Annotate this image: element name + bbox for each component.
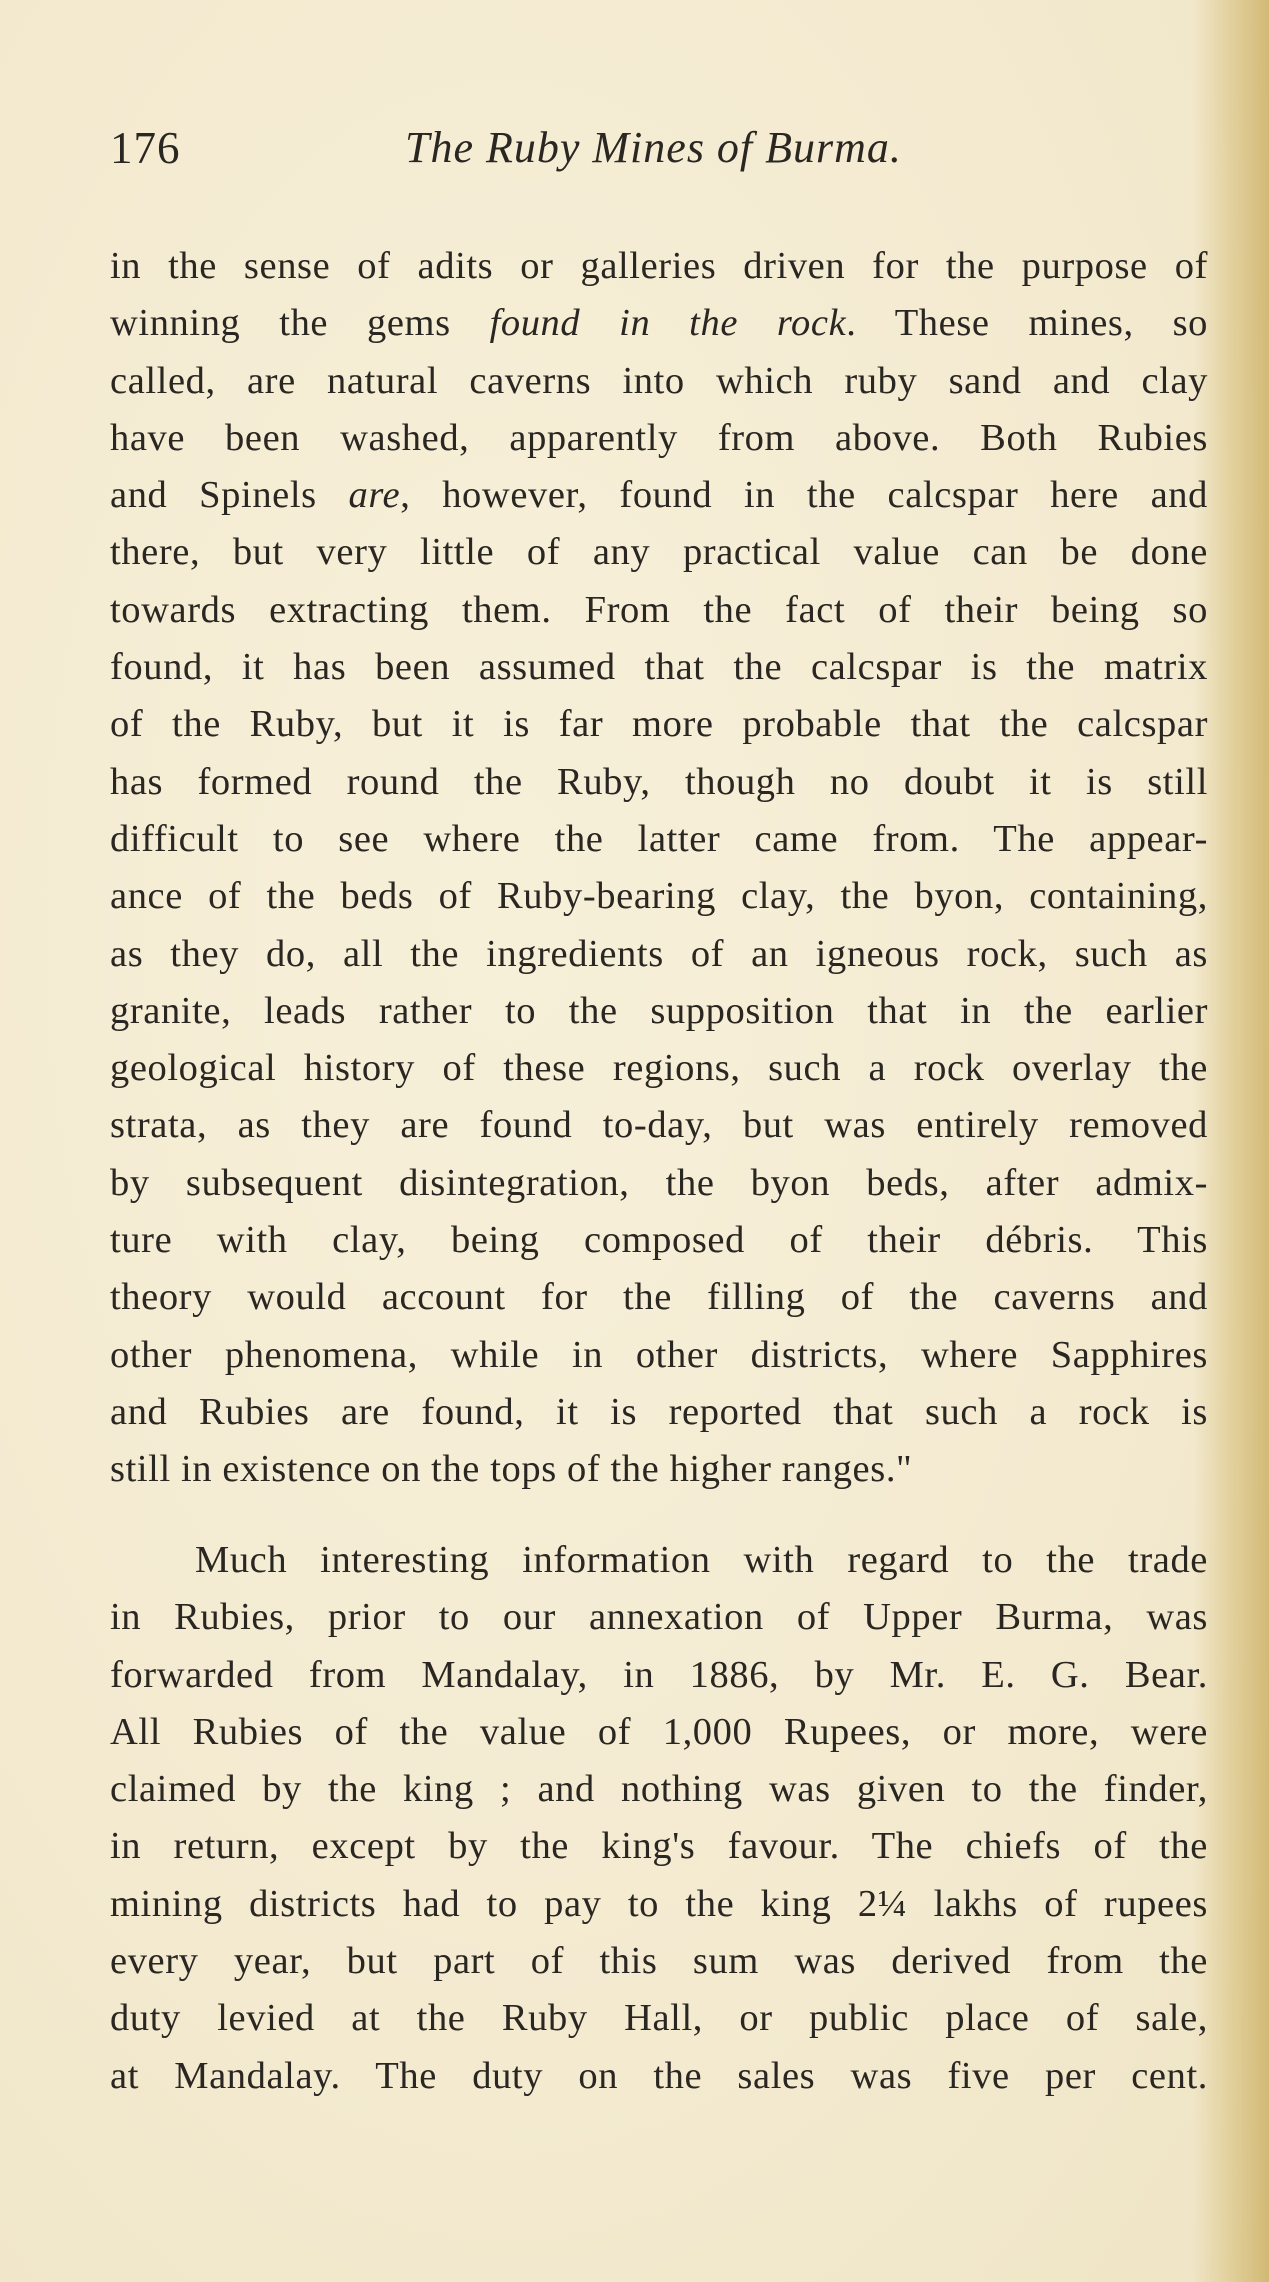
text-line: still in existence on the tops of the higher ranges.": [110, 1448, 913, 1491]
text-line: and Spinels are, however, found in the calcspar here and: [110, 474, 1208, 517]
text-line: granite, leads rather to the supposition that in the earlier: [110, 989, 1208, 1032]
text-line: as they do, all the ingredients of an igneous rock, such as: [110, 932, 1208, 975]
text-line: geological history of these regions, such a rock overlay the: [110, 1047, 1208, 1090]
text-line: mining districts had to pay to the king 2¼ lakhs of rupees: [110, 1882, 1208, 1925]
text-line: ture with clay, being composed of their débris. This: [110, 1219, 1208, 1262]
paragraph-1: [110, 238, 1208, 1499]
text-line: in Rubies, prior to our annexation of Upper Burma, was: [110, 1596, 1208, 1639]
text-line: other phenomena, while in other districts, where Sapphires: [110, 1333, 1208, 1376]
running-title: The Ruby Mines of Burma.: [405, 123, 902, 172]
text-line: called, are natural caverns into which ruby sand and clay: [110, 359, 1208, 402]
text-line: in the sense of adits or galleries driven for the purpose of: [110, 245, 1208, 287]
text-line: winning the gems found in the rock. These mines, so: [110, 302, 1209, 345]
text-line: there, but very little of any practical value can be done: [110, 531, 1208, 574]
text-line: at Mandalay. The duty on the sales was five per cent.: [110, 2054, 1208, 2097]
text-line: strata, as they are found to-day, but was entirely removed: [110, 1104, 1208, 1147]
text-line: Much interesting information with regard to the trade: [195, 1539, 1208, 1581]
text-line: and Rubies are found, it is reported that such a rock is: [110, 1390, 1208, 1433]
page-header: [110, 122, 990, 182]
text-line: by subsequent disintegration, the byon beds, after admix-: [110, 1161, 1208, 1204]
text-line: every year, but part of this sum was derived from the: [110, 1940, 1208, 1983]
text-line: of the Ruby, but it is far more probable that the calcspar: [110, 703, 1208, 746]
page-number: 176: [110, 123, 181, 173]
text-line: ance of the beds of Ruby-bearing clay, the byon, containing,: [110, 875, 1208, 918]
text-line: in return, except by the king's favour. The chiefs of the: [110, 1825, 1208, 1868]
text-line: difficult to see where the latter came from. The appear-: [110, 817, 1208, 860]
italic-phrase: are: [348, 474, 401, 517]
paragraph-2: [110, 1532, 1208, 2105]
text-line: found, it has been assumed that the calcspar is the matrix: [110, 646, 1208, 689]
text-line: towards extracting them. From the fact of their being so: [110, 588, 1208, 631]
text-line: theory would account for the filling of the caverns and: [110, 1276, 1208, 1319]
italic-phrase: found in the rock: [489, 302, 847, 345]
text-line: duty levied at the Ruby Hall, or public place of sale,: [110, 1997, 1208, 2040]
text-line: claimed by the king ; and nothing was given to the finder,: [110, 1768, 1208, 1811]
text-line: has formed round the Ruby, though no doubt it is still: [110, 760, 1208, 803]
text-line: All Rubies of the value of 1,000 Rupees, or more, were: [110, 1710, 1208, 1753]
text-line: forwarded from Mandalay, in 1886, by Mr. E. G. Bear.: [110, 1653, 1208, 1696]
text-line: have been washed, apparently from above. Both Rubies: [110, 416, 1208, 459]
